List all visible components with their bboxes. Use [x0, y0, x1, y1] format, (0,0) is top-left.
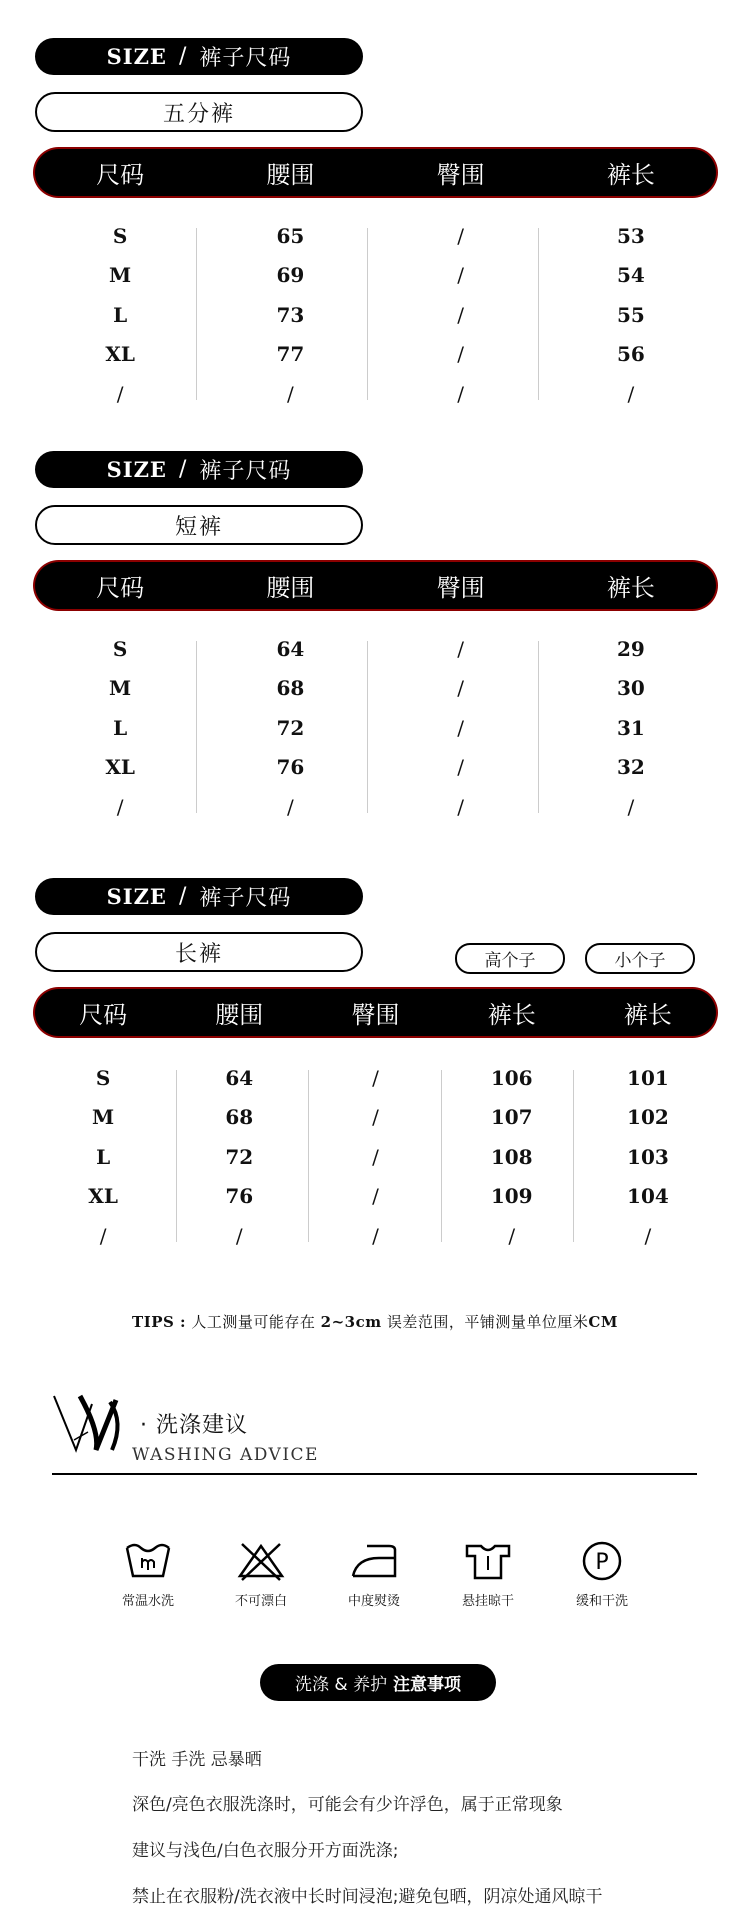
header-cell: 臀围 — [351, 1001, 400, 1029]
table-cell: / — [457, 381, 464, 406]
column-divider — [538, 228, 539, 400]
header-cell: 腰围 — [266, 574, 315, 602]
table-cell: 30 — [616, 676, 645, 701]
header-cell: 裤长 — [606, 574, 655, 602]
table-row — [35, 629, 716, 669]
table-cell: / — [235, 1223, 243, 1248]
table-cell: 54 — [616, 263, 645, 288]
category-pill: 长裤 — [35, 932, 363, 972]
table-cell: 56 — [616, 342, 645, 367]
table-row — [35, 748, 716, 788]
tips-line — [0, 1311, 750, 1332]
table-cell: 77 — [276, 342, 305, 367]
care-item — [562, 1540, 642, 1609]
tag-tall: 高个子 — [455, 943, 565, 974]
table-cell: 29 — [616, 636, 645, 661]
care-line: 干洗 手洗 忌暴晒 — [132, 1750, 262, 1770]
table-cell: M — [109, 676, 132, 701]
size-title-pill — [35, 451, 363, 488]
size-table — [35, 1058, 716, 1256]
table-row — [35, 708, 716, 748]
table-cell: / — [287, 794, 294, 819]
care-label: 中度熨烫 — [347, 1594, 400, 1609]
table-header — [35, 149, 716, 196]
column-divider — [196, 228, 197, 400]
header-cell: 尺码 — [96, 574, 145, 602]
table-cell: L — [113, 302, 128, 327]
table-cell: 109 — [490, 1184, 533, 1209]
table-cell: 101 — [627, 1065, 669, 1090]
notice-text-a: 洗涤 & 养护 — [295, 1675, 388, 1695]
table-cell: 68 — [225, 1105, 254, 1130]
title-separator: / — [178, 884, 188, 909]
category-pill: 五分裤 — [35, 92, 363, 132]
size-title-cn: 裤子尺码 — [199, 886, 292, 911]
size-table — [35, 216, 716, 414]
table-cell: L — [96, 1144, 111, 1169]
table-cell: 76 — [276, 755, 305, 780]
column-divider — [441, 1070, 442, 1242]
dry-clean-p-icon — [562, 1540, 642, 1586]
table-row — [35, 669, 716, 709]
column-divider — [367, 228, 368, 400]
table-cell: / — [372, 1105, 379, 1130]
table-cell: / — [627, 381, 635, 406]
table-cell: M — [109, 263, 132, 288]
size-table — [35, 629, 716, 827]
header-cell: 腰围 — [215, 1001, 264, 1029]
table-row — [35, 295, 716, 335]
care-item — [221, 1540, 301, 1609]
care-label: 缓和干洗 — [575, 1594, 628, 1609]
table-cell: 53 — [616, 223, 645, 248]
hang-dry-icon — [448, 1540, 528, 1586]
table-cell: / — [627, 794, 635, 819]
table-cell: / — [457, 755, 464, 780]
table-cell: L — [113, 715, 128, 740]
table-cell: / — [457, 676, 464, 701]
table-cell: / — [508, 1223, 516, 1248]
care-line: 深色/亮色衣服洗涤时，可能会有少许浮色，属于正常现象 — [132, 1795, 563, 1815]
title-separator: / — [178, 457, 188, 482]
tips-text: 误差范围，平铺测量单位厘米 — [386, 1313, 589, 1331]
tips-unit: CM — [588, 1313, 618, 1331]
washing-title-cn: · 洗涤建议 — [140, 1413, 248, 1438]
table-cell: / — [287, 381, 294, 406]
title-separator: / — [178, 44, 188, 69]
care-line: 建议与浅色/白色衣服分开方面洗涤; — [132, 1841, 399, 1861]
table-cell: / — [457, 263, 464, 288]
table-cell: / — [457, 302, 464, 327]
size-title-pill — [35, 38, 363, 75]
table-cell: M — [92, 1105, 115, 1130]
table-cell: / — [372, 1065, 379, 1090]
table-cell: 73 — [276, 302, 305, 327]
table-cell: / — [372, 1223, 379, 1248]
column-divider — [308, 1070, 309, 1242]
table-cell: 64 — [225, 1065, 254, 1090]
table-cell: / — [457, 223, 464, 248]
table-cell: 65 — [276, 223, 305, 248]
iron-medium-icon — [334, 1540, 414, 1586]
table-cell: XL — [88, 1184, 118, 1209]
care-notice-pill — [260, 1664, 496, 1701]
header-cell: 臀围 — [436, 574, 485, 602]
table-cell: / — [116, 794, 124, 819]
size-label: SIZE — [106, 457, 167, 482]
table-row — [35, 1137, 716, 1177]
table-row — [35, 216, 716, 256]
table-cell: / — [372, 1184, 379, 1209]
logo-icon — [52, 1392, 132, 1454]
table-cell: 107 — [490, 1105, 533, 1130]
care-label: 悬挂晾干 — [461, 1594, 514, 1609]
table-cell: 103 — [627, 1144, 669, 1169]
table-row — [35, 787, 716, 827]
size-title-cn: 裤子尺码 — [199, 46, 292, 71]
care-label: 常温水洗 — [121, 1594, 174, 1609]
table-cell: S — [112, 223, 128, 248]
care-label: 不可漂白 — [234, 1594, 287, 1609]
tag-petite: 小个子 — [585, 943, 695, 974]
table-cell: S — [95, 1065, 111, 1090]
table-cell: / — [372, 1144, 379, 1169]
column-divider — [176, 1070, 177, 1242]
washing-title-en: WASHING ADVICE — [132, 1445, 319, 1465]
column-divider — [538, 641, 539, 813]
care-item — [448, 1540, 528, 1609]
tips-label: TIPS : — [132, 1313, 187, 1331]
table-cell: 31 — [616, 715, 645, 740]
table-cell: XL — [105, 342, 135, 367]
table-cell: 76 — [225, 1184, 254, 1209]
table-header — [35, 562, 716, 609]
table-cell: / — [116, 381, 124, 406]
header-cell: 裤长 — [623, 1001, 672, 1029]
size-label: SIZE — [106, 884, 167, 909]
column-divider — [196, 641, 197, 813]
table-row — [35, 256, 716, 296]
svg-text:P: P — [595, 1550, 609, 1575]
header-cell: 尺码 — [79, 1001, 128, 1029]
table-header — [35, 989, 716, 1036]
table-cell: 32 — [616, 755, 645, 780]
table-row — [35, 374, 716, 414]
table-cell: 106 — [490, 1065, 533, 1090]
header-cell: 臀围 — [436, 161, 485, 189]
table-cell: / — [457, 794, 464, 819]
care-item — [108, 1540, 188, 1609]
table-cell: 64 — [276, 636, 305, 661]
header-cell: 裤长 — [606, 161, 655, 189]
header-cell: 尺码 — [96, 161, 145, 189]
table-cell: 72 — [225, 1144, 254, 1169]
column-divider — [573, 1070, 574, 1242]
table-row — [35, 1216, 716, 1256]
notice-text-b: 注意事项 — [393, 1675, 461, 1695]
header-cell: 腰围 — [266, 161, 315, 189]
size-title-pill — [35, 878, 363, 915]
care-item — [334, 1540, 414, 1609]
table-cell: S — [112, 636, 128, 661]
table-cell: 104 — [627, 1184, 669, 1209]
table-row — [35, 1058, 716, 1098]
table-cell: 108 — [490, 1144, 533, 1169]
table-cell: / — [99, 1223, 107, 1248]
tips-text: 人工测量可能存在 — [191, 1313, 316, 1331]
tips-range: 2~3cm — [320, 1313, 382, 1331]
table-cell: 68 — [276, 676, 305, 701]
table-cell: / — [457, 342, 464, 367]
table-row — [35, 1098, 716, 1138]
table-row — [35, 335, 716, 375]
table-cell: 55 — [616, 302, 645, 327]
care-line: 禁止在衣服粉/洗衣液中长时间浸泡;避免包晒，阴凉处通风晾干 — [132, 1887, 603, 1907]
size-title-cn: 裤子尺码 — [199, 459, 292, 484]
table-cell: 72 — [276, 715, 305, 740]
divider-line — [52, 1473, 697, 1475]
table-cell: 102 — [627, 1105, 669, 1130]
header-cell: 裤长 — [487, 1001, 536, 1029]
no-bleach-icon — [221, 1540, 301, 1586]
wash-tub-icon — [108, 1540, 188, 1586]
table-cell: / — [644, 1223, 652, 1248]
table-cell: 69 — [276, 263, 305, 288]
table-cell: / — [457, 715, 464, 740]
table-cell: / — [457, 636, 464, 661]
size-label: SIZE — [106, 44, 167, 69]
table-row — [35, 1177, 716, 1217]
category-pill: 短裤 — [35, 505, 363, 545]
column-divider — [367, 641, 368, 813]
table-cell: XL — [105, 755, 135, 780]
